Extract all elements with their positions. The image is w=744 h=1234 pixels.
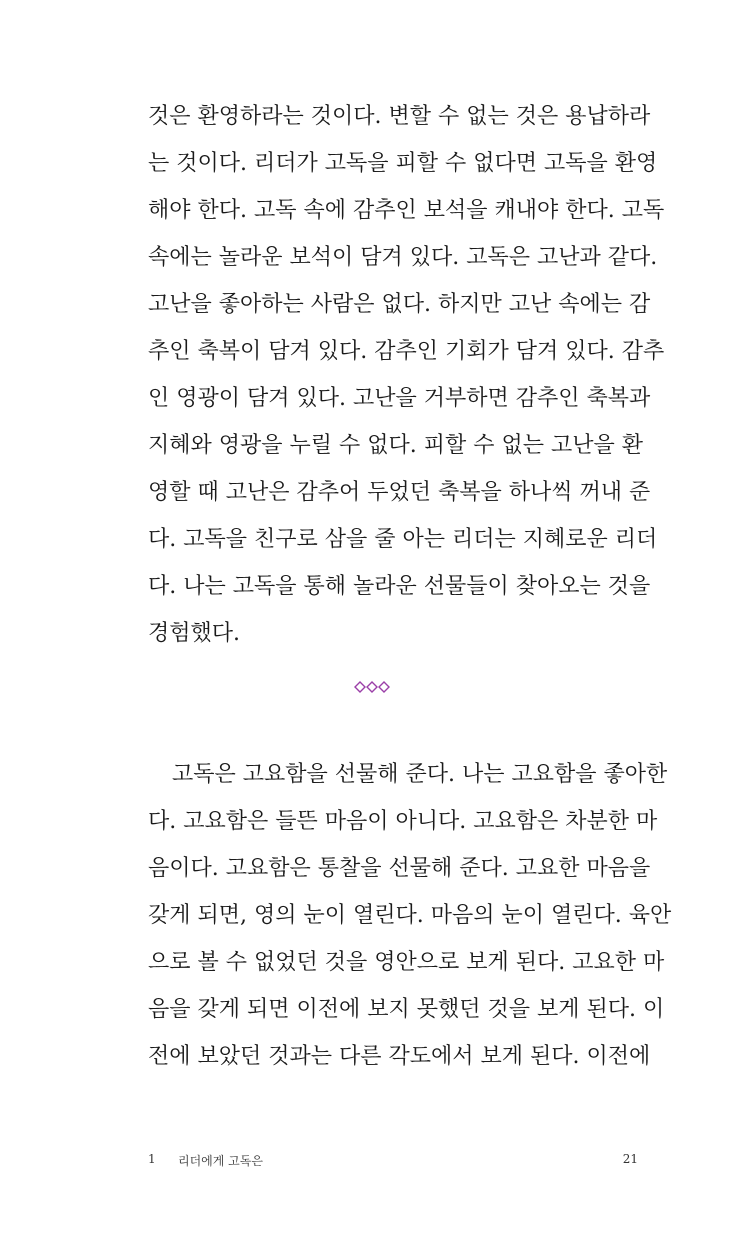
text-line: 다. 고독을 친구로 삼을 줄 아는 리더는 지혜로운 리더	[148, 527, 658, 552]
page-number: 21	[622, 1152, 638, 1166]
paragraph-1	[148, 93, 665, 657]
page-footer	[148, 1152, 638, 1170]
chapter-number: 1	[148, 1152, 156, 1166]
text-line: 해야 한다. 고독 속에 감추인 보석을 캐내야 한다. 고독	[148, 198, 665, 223]
diamond-ornament-group	[355, 682, 389, 692]
text-line: 갖게 되면, 영의 눈이 열린다. 마음의 눈이 열린다. 육안	[148, 903, 672, 928]
text-line: 다. 나는 고독을 통해 놀라운 선물들이 찾아오는 것을	[148, 574, 651, 599]
paragraph-2	[148, 751, 672, 1080]
text-line: 경험했다.	[148, 621, 241, 646]
text-line: 인 영광이 담겨 있다. 고난을 거부하면 감추인 축복과	[148, 386, 651, 411]
text-line: 고난을 좋아하는 사람은 없다. 하지만 고난 속에는 감	[148, 292, 651, 317]
text-line: 는 것이다. 리더가 고독을 피할 수 없다면 고독을 환영	[148, 151, 658, 176]
text-line: 음이다. 고요함은 통찰을 선물해 준다. 고요한 마음을	[148, 856, 651, 881]
triple-diamond-icon	[354, 679, 390, 695]
text-line: 추인 축복이 담겨 있다. 감추인 기회가 담겨 있다. 감추	[148, 339, 665, 364]
text-line: 음을 갖게 되면 이전에 보지 못했던 것을 보게 된다. 이	[148, 997, 665, 1022]
text-line: 고독은 고요함을 선물해 준다. 나는 고요함을 좋아한	[172, 762, 668, 787]
text-line: 지혜와 영광을 누릴 수 없다. 피할 수 없는 고난을 환	[148, 433, 643, 458]
text-line: 으로 볼 수 없었던 것을 영안으로 보게 된다. 고요한 마	[148, 950, 665, 975]
chapter-title: 리더에게 고독은	[178, 1154, 263, 1168]
text-line: 속에는 놀라운 보석이 담겨 있다. 고독은 고난과 같다.	[148, 245, 658, 270]
text-line: 다. 고요함은 들뜬 마음이 아니다. 고요함은 차분한 마	[148, 809, 658, 834]
text-line: 영할 때 고난은 감추어 두었던 축복을 하나씩 꺼내 준	[148, 480, 651, 505]
text-line: 전에 보았던 것과는 다른 각도에서 보게 된다. 이전에	[148, 1044, 651, 1069]
text-line: 것은 환영하라는 것이다. 변할 수 없는 것은 용납하라	[148, 104, 651, 129]
